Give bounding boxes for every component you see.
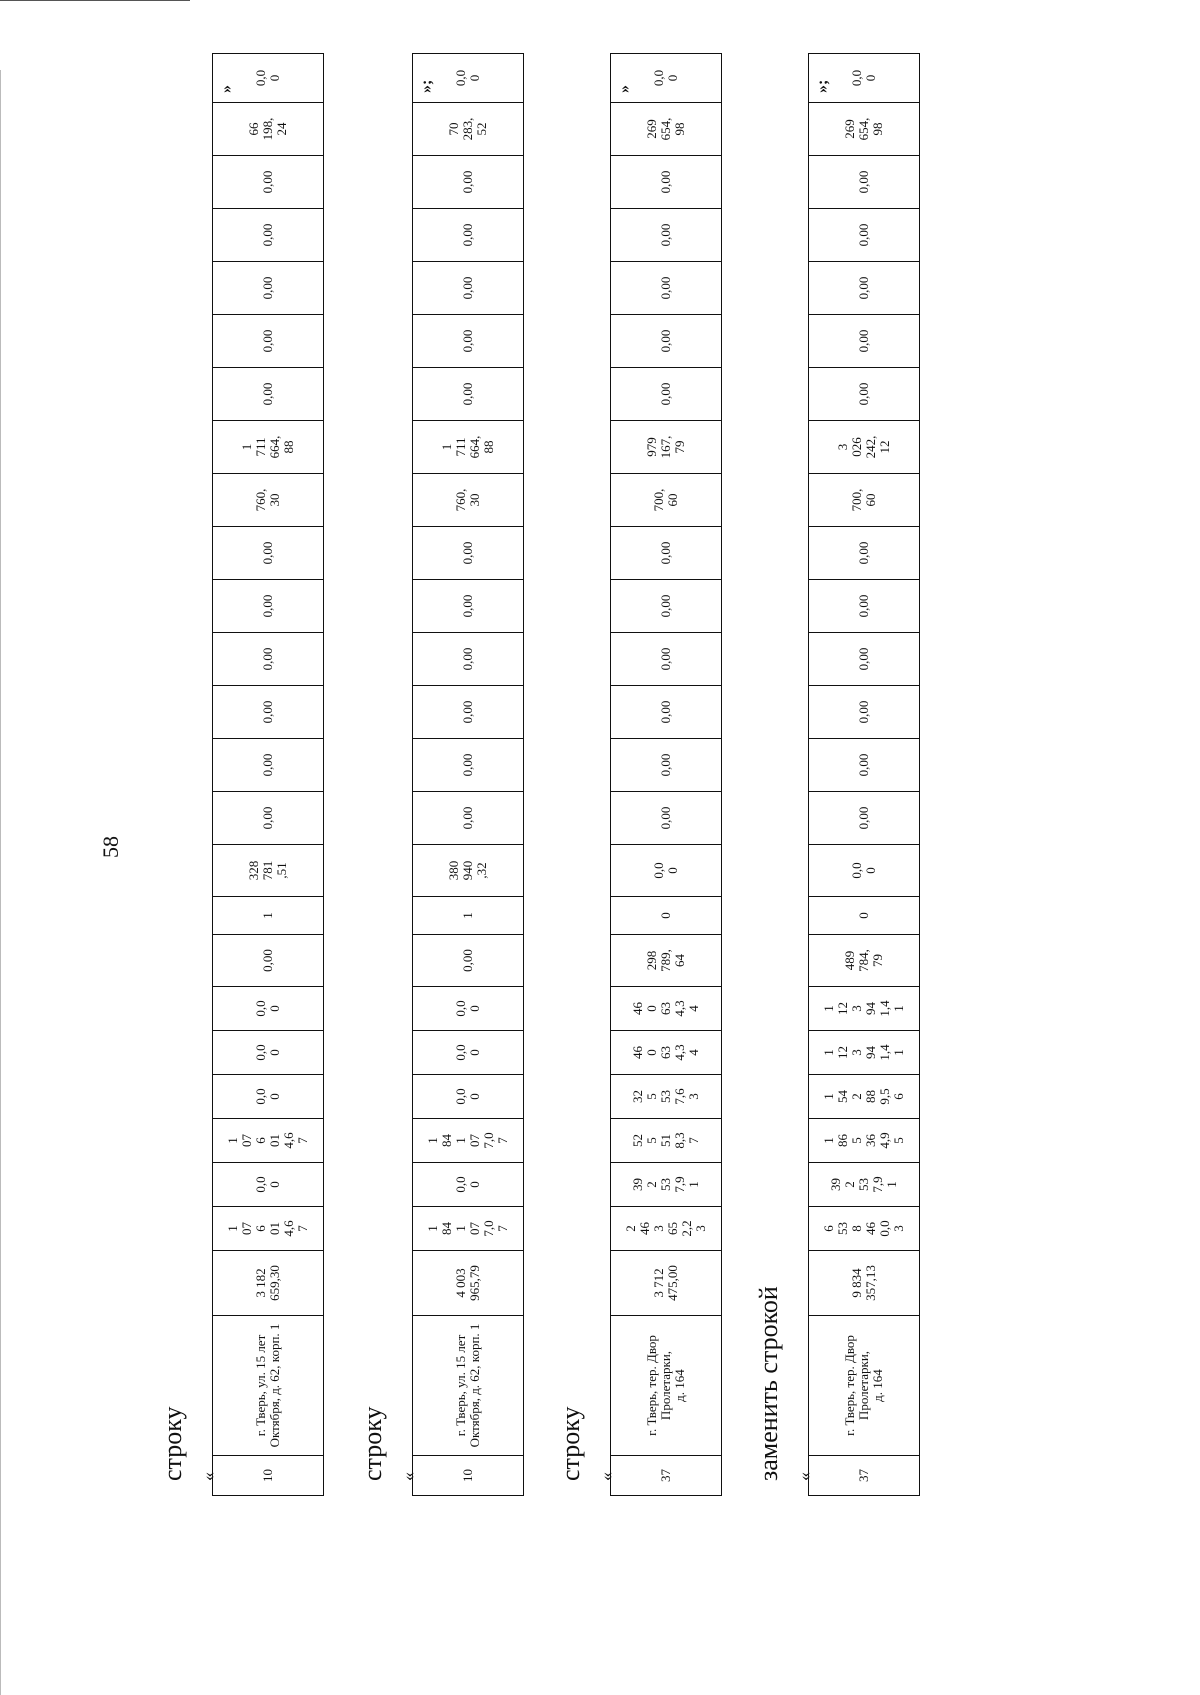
table-cell: 760, 30 [413, 474, 524, 527]
table-cell: 1 [213, 897, 324, 935]
table-cell: 3 182 659,30 [213, 1251, 324, 1316]
table-cell: 46 0 63 4,3 4 [611, 1031, 722, 1075]
closing-quote: »; [814, 79, 831, 93]
table-cell: 3 026 242, 12 [809, 421, 920, 474]
table-cell: 979 167, 79 [611, 421, 722, 474]
table-cell: 0,00 [213, 792, 324, 845]
table-cell: 328 781 ,51 [213, 845, 324, 897]
table-cell: 0,00 [809, 209, 920, 262]
table-cell: 1 [413, 897, 524, 935]
table-cell: 70 283, 52 [413, 103, 524, 156]
table-cell: 1 86 5 36 4,9 5 [809, 1119, 920, 1163]
data-table [212, 53, 324, 1496]
table-cell: 0,00 [611, 633, 722, 686]
table-cell: 0,00 [809, 580, 920, 633]
table-cell: 0,00 [611, 686, 722, 739]
table-cell: 37 [611, 1456, 722, 1496]
table-cell: 0 [611, 897, 722, 935]
table-cell: 0,00 [413, 935, 524, 987]
table-row [809, 54, 920, 1496]
table-cell: 0,0 0 [213, 1163, 324, 1207]
table-cell: 1 54 2 88 9,5 6 [809, 1075, 920, 1119]
table-cell: 0,00 [611, 527, 722, 580]
table-cell: 0,00 [213, 935, 324, 987]
table-row [611, 54, 722, 1496]
table-cell: 1 12 3 94 1,4 1 [809, 1031, 920, 1075]
table-cell: 0,00 [809, 368, 920, 421]
amendment-heading: строку [358, 1406, 387, 1481]
table-cell: 0,00 [809, 686, 920, 739]
table-cell: 0,00 [213, 368, 324, 421]
table-cell: 0,00 [213, 580, 324, 633]
table-cell: 1 84 1 07 7,0 7 [413, 1119, 524, 1163]
data-table [412, 53, 524, 1496]
table-cell: 0,0 0 [611, 845, 722, 897]
opening-quote: « [794, 1472, 814, 1481]
table-cell: 0,0 0 [413, 1163, 524, 1207]
table-cell: 0,0 0 [413, 1075, 524, 1119]
table-cell: 0,00 [213, 739, 324, 792]
table-cell: 0,0 0 [413, 54, 524, 103]
table-cell: 489 784, 79 [809, 935, 920, 987]
data-table [610, 53, 722, 1496]
closing-quote: »; [418, 79, 435, 93]
table-cell: 0,00 [611, 739, 722, 792]
table-cell: 380 940 ,32 [413, 845, 524, 897]
table-cell: 0,00 [611, 209, 722, 262]
table-cell: 10 [213, 1456, 324, 1496]
table-cell: 0,0 0 [809, 845, 920, 897]
table-cell: 269 654, 98 [611, 103, 722, 156]
table-cell: 0,0 0 [413, 1031, 524, 1075]
table-cell: 0,0 0 [611, 54, 722, 103]
table-cell: 0,00 [213, 527, 324, 580]
table-cell: 1 12 3 94 1,4 1 [809, 987, 920, 1031]
table-cell: 0,00 [809, 739, 920, 792]
table-cell: 66 198, 24 [213, 103, 324, 156]
table-cell: 4 003 965,79 [413, 1251, 524, 1316]
table-cell: 0,0 0 [213, 987, 324, 1031]
table-cell: 0,00 [611, 262, 722, 315]
table-cell: 1 84 1 07 7,0 7 [413, 1207, 524, 1251]
table-cell: 2 46 3 65 2,2 3 [611, 1207, 722, 1251]
table-cell: г. Тверь, ул. 15 лет Октября, д. 62, корп. 1 [213, 1316, 324, 1456]
table-cell: 0,00 [413, 739, 524, 792]
table-cell: 0,00 [809, 315, 920, 368]
table-cell: 37 [809, 1456, 920, 1496]
table-cell: 0,00 [213, 633, 324, 686]
table-cell: 3 712 475,00 [611, 1251, 722, 1316]
table-cell: 0,00 [413, 262, 524, 315]
data-table [808, 53, 920, 1496]
table-cell: 0,0 0 [213, 1031, 324, 1075]
table-cell: 760, 30 [213, 474, 324, 527]
amendment-heading: заменить строкой [754, 1286, 783, 1481]
opening-quote: « [398, 1472, 418, 1481]
table-cell: 0,00 [413, 368, 524, 421]
table-cell: г. Тверь, тер. Двор Пролетарки, д. 164 [809, 1316, 920, 1456]
table-cell: 1 07 6 01 4,6 7 [213, 1119, 324, 1163]
amendment-heading: строку [556, 1406, 585, 1481]
table-cell: 1 07 6 01 4,6 7 [213, 1207, 324, 1251]
table-cell: 0,00 [611, 368, 722, 421]
table-cell: 52 5 51 8,3 7 [611, 1119, 722, 1163]
table-cell: 0,00 [809, 156, 920, 209]
table-cell: 0,00 [611, 580, 722, 633]
table-cell: 700, 60 [611, 474, 722, 527]
table-cell: 0,00 [809, 262, 920, 315]
table-cell: 0,00 [809, 527, 920, 580]
table-cell: 9 834 357,13 [809, 1251, 920, 1316]
table-cell: 0,00 [611, 792, 722, 845]
table-cell: 0,0 0 [213, 1075, 324, 1119]
table-cell: 0,00 [611, 315, 722, 368]
amendment-heading: строку [158, 1406, 187, 1481]
table-cell: 6 53 8 46 0,0 3 [809, 1207, 920, 1251]
table-cell: 0,00 [213, 262, 324, 315]
table-row [413, 54, 524, 1496]
table-cell: 0,00 [413, 315, 524, 368]
table-cell: 0,00 [809, 792, 920, 845]
table-cell: 0,00 [213, 315, 324, 368]
table-cell: 0,0 0 [809, 54, 920, 103]
table-cell: 0,00 [611, 156, 722, 209]
table-cell: 0,00 [413, 527, 524, 580]
table-cell: 0,00 [413, 792, 524, 845]
table-cell: 0,00 [413, 580, 524, 633]
table-cell: г. Тверь, тер. Двор Пролетарки, д. 164 [611, 1316, 722, 1456]
table-cell: 1 711 664, 88 [213, 421, 324, 474]
opening-quote: « [596, 1472, 616, 1481]
table-cell: 0,00 [413, 633, 524, 686]
table-cell: 298 789, 64 [611, 935, 722, 987]
table-cell: 0,00 [213, 686, 324, 739]
table-cell: 32 5 53 7,6 3 [611, 1075, 722, 1119]
table-cell: 0 [809, 897, 920, 935]
table-cell: 39 2 53 7,9 1 [611, 1163, 722, 1207]
table-cell: 10 [413, 1456, 524, 1496]
table-cell: 0,00 [413, 686, 524, 739]
closing-quote: » [616, 85, 633, 93]
table-cell: г. Тверь, ул. 15 лет Октября, д. 62, корп. 1 [413, 1316, 524, 1456]
table-row [213, 54, 324, 1496]
closing-quote: » [218, 85, 235, 93]
table-cell: 0,0 0 [213, 54, 324, 103]
table-cell: 700, 60 [809, 474, 920, 527]
table-cell: 46 0 63 4,3 4 [611, 987, 722, 1031]
table-cell: 0,00 [413, 209, 524, 262]
table-cell: 0,00 [213, 156, 324, 209]
opening-quote: « [198, 1472, 218, 1481]
table-cell: 0,0 0 [413, 987, 524, 1031]
page-number: 58 [98, 836, 123, 858]
table-cell: 0,00 [413, 156, 524, 209]
table-cell: 269 654, 98 [809, 103, 920, 156]
table-cell: 39 2 53 7,9 1 [809, 1163, 920, 1207]
table-cell: 0,00 [213, 209, 324, 262]
table-cell: 0,00 [809, 633, 920, 686]
table-cell: 1 711 664, 88 [413, 421, 524, 474]
